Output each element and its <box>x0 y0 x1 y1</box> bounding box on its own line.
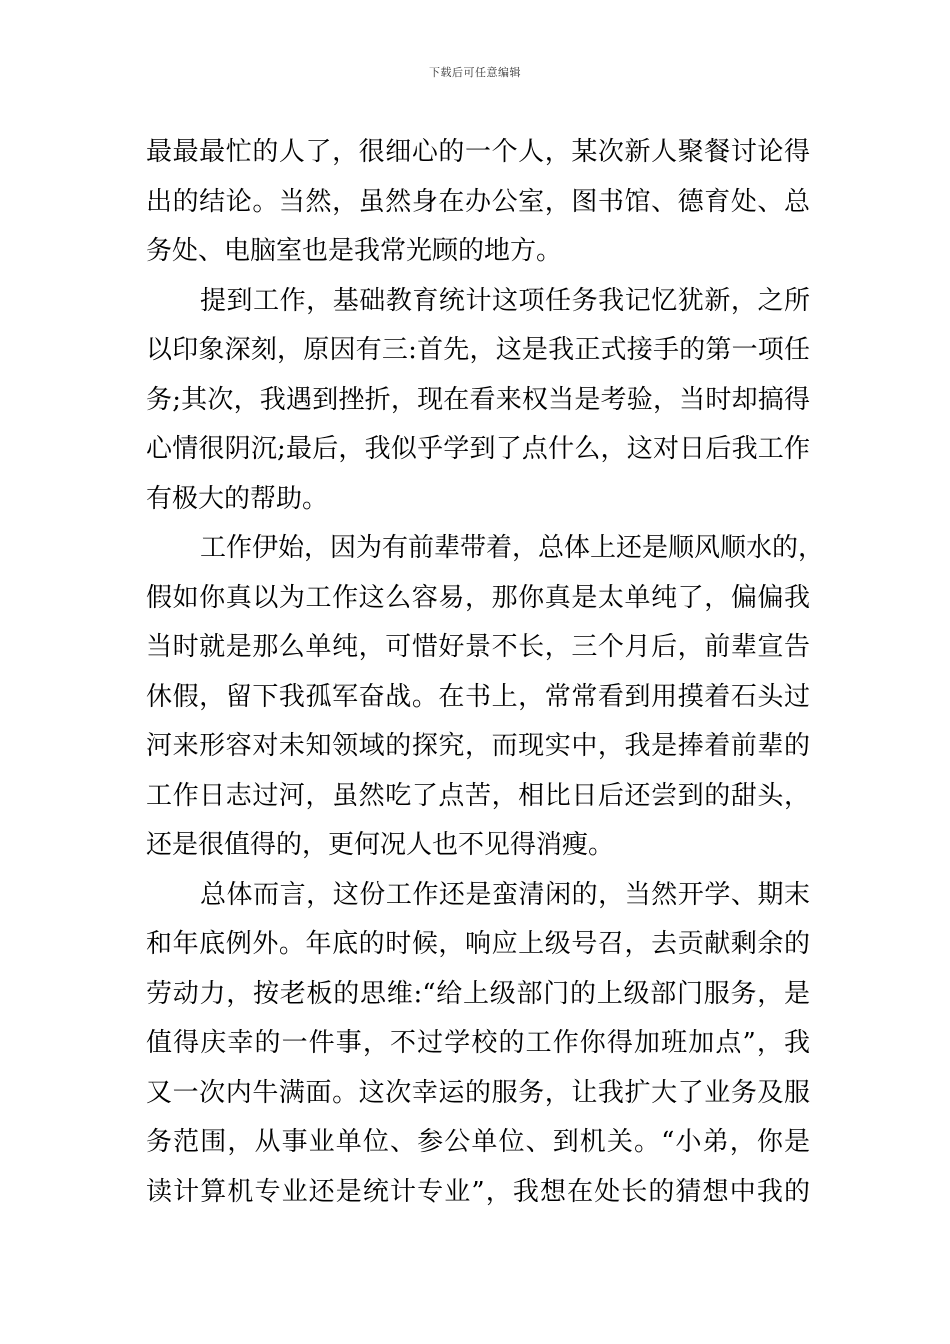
text-line: 务处、电脑室也是我常光顾的地方。 <box>146 236 563 266</box>
paragraph-3 <box>146 524 825 871</box>
text-line: 心情很阴沉;最后，我似乎学到了点什么，这对日后我工作 <box>146 434 810 464</box>
text-line: 当时就是那么单纯，可惜好景不长，三个月后，前辈宣告 <box>146 632 810 662</box>
text-line: 有极大的帮助。 <box>146 483 329 514</box>
text-line: 出的结论。当然，虽然身在办公室，图书馆、德育处、总 <box>146 186 810 217</box>
text-line: 读计算机专业还是统计专业”，我想在处长的猜想中我的 <box>146 1176 810 1207</box>
text-line: 提到工作，基础教育统计这项任务我记忆犹新，之所 <box>200 285 810 316</box>
text-line: 务范围，从事业单位、参公单位、到机关。“小弟，你是 <box>146 1127 810 1157</box>
text-line: 还是很值得的，更何况人也不见得消瘦。 <box>146 830 615 860</box>
paragraph-1 <box>146 128 810 277</box>
text-line: 务;其次，我遇到挫折，现在看来权当是考验，当时却搞得 <box>146 384 810 415</box>
text-line: 总体而言，这份工作还是蛮清闲的，当然开学、期末 <box>200 879 810 910</box>
text-line: 工作伊始，因为有前辈带着，总体上还是顺风顺水的， <box>200 533 825 563</box>
text-line: 休假，留下我孤军奋战。在书上，常常看到用摸着石头过 <box>146 681 810 712</box>
text-line: 劳动力，按老板的思维:“给上级部门的上级部门服务，是 <box>146 978 810 1009</box>
text-line: 假如你真以为工作这么容易，那你真是太单纯了，偏偏我 <box>146 582 810 613</box>
text-line: 以印象深刻，原因有三:首先，这是我正式接手的第一项任 <box>146 335 810 365</box>
text-line: 工作日志过河，虽然吃了点苦，相比日后还尝到的甜头， <box>146 780 810 811</box>
text-line: 河来形容对未知领域的探究，而现实中，我是捧着前辈的 <box>146 731 810 761</box>
paragraph-2 <box>146 277 810 525</box>
text-line: 又一次内牛满面。这次幸运的服务，让我扩大了业务及服 <box>146 1077 810 1108</box>
text-line: 值得庆幸的一件事，不过学校的工作你得加班加点”，我 <box>146 1028 810 1058</box>
document-body <box>146 128 825 1217</box>
header-note: 下载后可任意编辑 <box>429 66 521 79</box>
paragraph-4 <box>146 871 810 1218</box>
text-line: 和年底例外。年底的时候，响应上级号召，去贡献剩余的 <box>146 929 810 959</box>
text-line: 最最最忙的人了，很细心的一个人，某次新人聚餐讨论得 <box>146 137 810 167</box>
